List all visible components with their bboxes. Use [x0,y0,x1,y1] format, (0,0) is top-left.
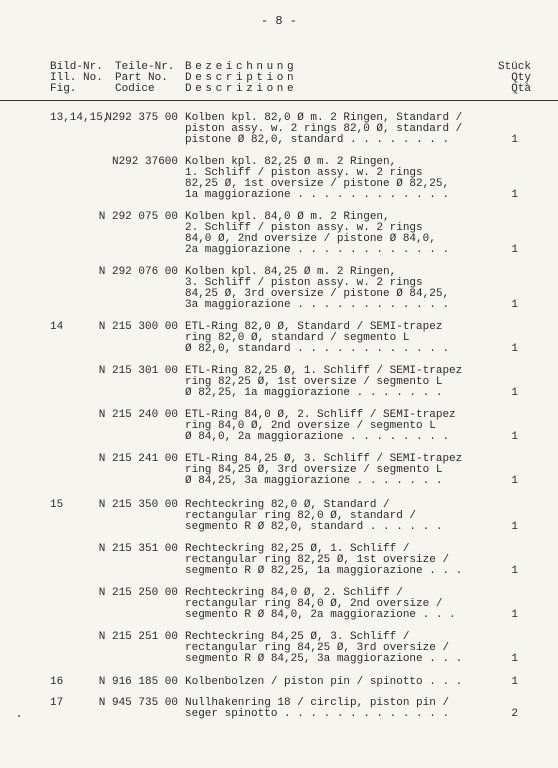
description [185,454,462,487]
part-number: N 215 300 00 [98,321,178,333]
description-line: piston assy. w. 2 rings 82,0 Ø, standard / [185,123,463,135]
description [185,544,462,577]
quantity: 1 [511,565,518,577]
part-number: N 215 251 00 [98,631,178,643]
part-number: N 292 076 00 [98,266,178,278]
part-number: N 215 301 00 [98,365,178,377]
description [185,322,449,355]
description-line: seger spinotto . . . . . . . . . . . . . [185,708,450,720]
description-line: Ø 84,25, 3a maggiorazione . . . . . . . [185,475,443,487]
description-line: 3. Schliff / piston assy. w. 2 rings [185,277,423,289]
quantity: 2 [511,708,518,720]
description [185,677,462,688]
description-line: 1. Schliff / piston assy. w. 2 rings [185,167,423,179]
description [185,366,462,399]
description-line: Ø 82,0, standard . . . . . . . . . . . . [185,343,450,355]
header-qty-column [498,62,531,95]
part-number: N292 375 00 [105,112,178,124]
header-fig-de: Bild-Nr. [50,61,103,73]
description [185,698,449,720]
description-line: Ø 82,25, 1a maggiorazione . . . . . . . [185,387,443,399]
part-number: N292 37600 [111,156,178,168]
header-fig-column [50,62,103,95]
description-line: 2a maggiorazione . . . . . . . . . . . . [185,244,450,256]
quantity: 1 [511,676,518,688]
header-description-column [185,62,297,95]
description-line: Kolbenbolzen / piston pin / spinotto . . . [185,676,463,688]
description-line: Kolben kpl. 82,25 Ø m. 2 Ringen, [185,156,397,168]
quantity: 1 [511,431,518,443]
description [185,632,462,665]
description-line: segmento R Ø 82,0, standard . . . . . . [185,521,443,533]
description-line: ring 84,0 Ø, 2nd oversize / segmento L [185,420,436,432]
description-line: pistone Ø 82,0, standard . . . . . . . . [185,134,450,146]
header-desc-it: Descrizione [185,83,298,95]
description-line: ring 82,0 Ø, standard / segmento L [185,332,410,344]
part-number: N 292 075 00 [98,211,178,223]
part-number: N 215 240 00 [98,409,178,421]
description-line: 1a maggiorazione . . . . . . . . . . . . [185,189,450,201]
description [185,267,449,311]
header-part-column [115,62,174,95]
quantity: 1 [511,134,518,146]
description [185,113,462,146]
quantity: 1 [511,189,518,201]
quantity: 1 [511,521,518,533]
description-line: ETL-Ring 84,25 Ø, 3. Schliff / SEMI-trapez [185,453,463,465]
description-line: Kolben kpl. 84,0 Ø m. 2 Ringen, [185,211,390,223]
fig-number: 15 [50,499,64,511]
description-line: Ø 84,0, 2a maggiorazione . . . . . . . . [185,431,450,443]
description-line: rectangular ring 84,25 Ø, 3rd oversize / [185,642,450,654]
part-number: N 916 185 00 [98,676,178,688]
description [185,410,456,443]
description [185,500,442,533]
header-divider [0,100,558,101]
description-line: rectangular ring 84,0 Ø, 2nd oversize / [185,598,443,610]
quantity: 1 [511,475,518,487]
description-line: 84,0 Ø, 2nd oversize / pistone Ø 84,0, [185,233,436,245]
description-line: 82,25 Ø, 1st oversize / pistone Ø 82,25, [185,178,450,190]
part-number: N 215 351 00 [98,543,178,555]
header-desc-de: Bezeichnung [185,61,298,73]
description-line: Kolben kpl. 84,25 Ø m. 2 Ringen, [185,266,397,278]
description-line: ETL-Ring 84,0 Ø, 2. Schliff / SEMI-trapez [185,409,456,421]
quantity: 1 [511,387,518,399]
description-line: 84,25 Ø, 3rd oversize / pistone Ø 84,25, [185,288,450,300]
description [185,157,449,201]
quantity: 1 [511,343,518,355]
header-desc-en: Description [185,72,298,84]
fig-number: 17 [50,697,64,709]
scan-dot [18,715,20,717]
header-qty-en: Qty [511,72,531,84]
description [185,212,449,256]
description-line: segmento R Ø 82,25, 1a maggiorazione . . . [185,565,463,577]
quantity: 1 [511,299,518,311]
description-line: rectangular ring 82,25 Ø, 1st oversize / [185,554,450,566]
description-line: Rechteckring 82,0 Ø, Standard / [185,499,390,511]
description-line: segmento R Ø 84,0, 2a maggiorazione . . . [185,609,456,621]
header-qty-de: Stück [497,61,531,73]
fig-number: 13,14,15, [50,112,110,124]
part-number: N 215 241 00 [98,453,178,465]
fig-number: 16 [50,676,64,688]
description-line: Kolben kpl. 82,0 Ø m. 2 Ringen, Standard / [185,112,463,124]
header-part-it: Codice [115,83,155,95]
part-number: N 945 735 00 [98,697,178,709]
page-number: - 8 - [260,14,297,28]
description-line: Rechteckring 84,0 Ø, 2. Schliff / [185,587,403,599]
description-line: rectangular ring 82,0 Ø, standard / [185,510,417,522]
header-fig-it: Fig. [50,83,77,95]
description-line: 3a maggiorazione . . . . . . . . . . . . [185,299,450,311]
header-part-en: Part No. [115,72,168,84]
description-line: 2. Schliff / piston assy. w. 2 rings [185,222,423,234]
description-line: Rechteckring 82,25 Ø, 1. Schliff / [185,543,410,555]
quantity: 1 [511,609,518,621]
quantity: 1 [511,653,518,665]
header-qty-it: Qtà [511,83,531,95]
description-line: ETL-Ring 82,0 Ø, Standard / SEMI-trapez [185,321,443,333]
quantity: 1 [511,244,518,256]
description-line: ETL-Ring 82,25 Ø, 1. Schliff / SEMI-trapez [185,365,463,377]
part-number: N 215 250 00 [98,587,178,599]
description [185,588,456,621]
description-line: Nullhakenring 18 / circlip, piston pin / [185,697,450,709]
description-line: Rechteckring 84,25 Ø, 3. Schliff / [185,631,410,643]
header-fig-en: Ill. No. [50,72,103,84]
header-part-de: Teile-Nr. [115,61,175,73]
description-line: segmento R Ø 84,25, 3a maggiorazione . . . [185,653,463,665]
part-number: N 215 350 00 [98,499,178,511]
description-line: ring 84,25 Ø, 3rd oversize / segmento L [185,464,443,476]
description-line: ring 82,25 Ø, 1st oversize / segmento L [185,376,443,388]
fig-number: 14 [50,321,64,333]
